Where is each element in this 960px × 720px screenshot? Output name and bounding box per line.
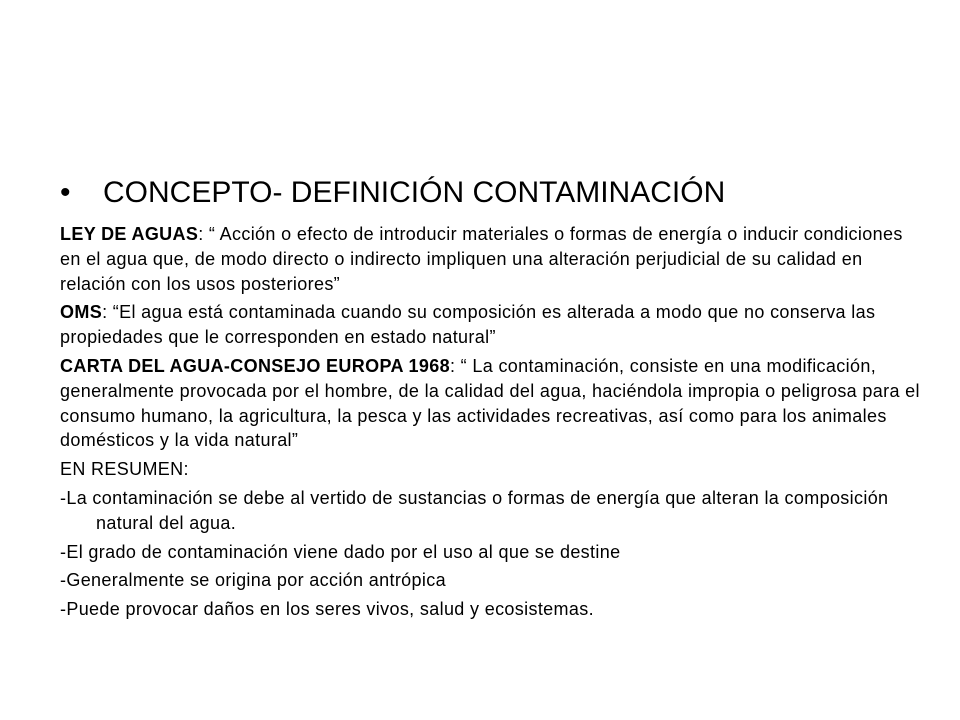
heading-row xyxy=(60,168,920,224)
summary-heading: EN RESUMEN: xyxy=(60,459,189,480)
definition-oms xyxy=(60,300,920,350)
summary-point: -Generalmente se origina por acción antrópica xyxy=(60,570,446,591)
slide-body xyxy=(60,222,920,626)
definition-label: LEY DE AGUAS xyxy=(60,224,199,244)
bullet-icon: • xyxy=(60,176,71,209)
definition-text: : “ La contaminación, consiste en una modificación, generalmente provocada por el hombre, de la calidad del agua, haciéndola impropia o peligrosa para el consumo humano, la agricultura, la pesca y las actividades recreativas, así como para los animales domésticos y la vida natural” xyxy=(60,355,920,451)
slide-title: CONCEPTO- DEFINICIÓN CONTAMINACIÓN xyxy=(103,176,726,209)
summary-point: -Puede provocar daños en los seres vivos, salud y ecosistemas. xyxy=(60,599,594,620)
definition-ley-de-aguas xyxy=(60,222,920,296)
summary-point: -El grado de contaminación viene dado por el uso al que se destine xyxy=(60,541,621,562)
definition-text: : “ Acción o efecto de introducir materiales o formas de energía o inducir condiciones en el agua que, de modo directo o indirecto impliquen una alteración perjudicial de su calidad en relación con los usos posteriores” xyxy=(60,224,903,294)
summary-point: -La contaminación se debe al vertido de sustancias o formas de energía que alteran la composición natural del agua. xyxy=(60,487,889,533)
definition-carta-del-agua xyxy=(60,354,920,453)
definition-text: : “El agua está contaminada cuando su composición es alterada a modo que no conserva las propiedades que le corresponden en estado natural” xyxy=(60,302,876,348)
definition-label: OMS xyxy=(60,302,103,323)
definition-label: CARTA DEL AGUA-CONSEJO EUROPA 1968 xyxy=(60,355,450,376)
